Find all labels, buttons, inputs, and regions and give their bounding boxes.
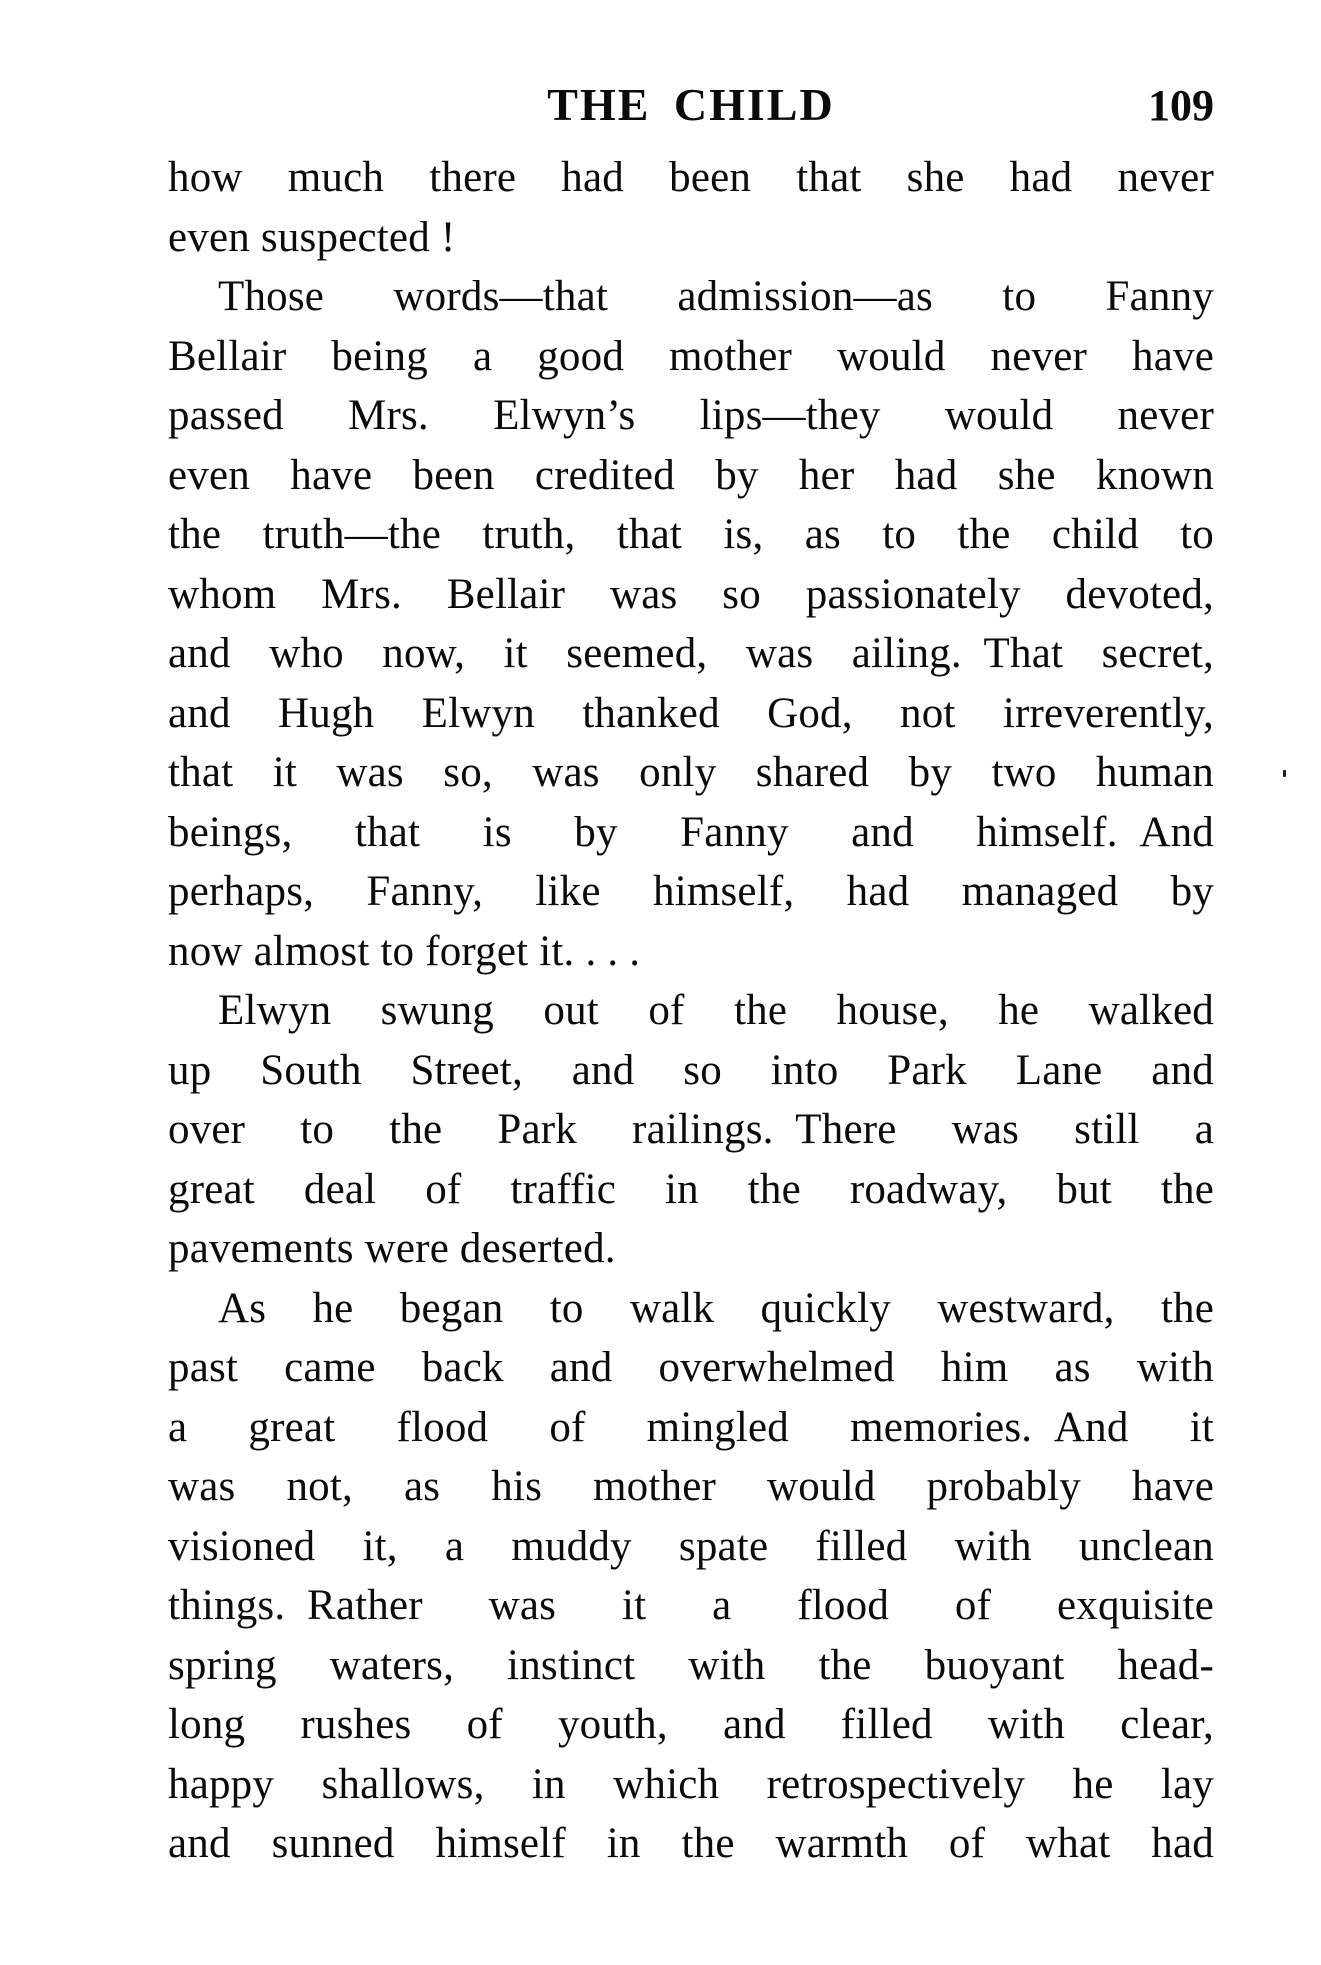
text-line: visioned it, a muddy spate filled with unclean [168,1522,1214,1570]
text-line: spring waters, instinct with the buoyant head- [168,1641,1214,1689]
text-line: beings, that is by Fanny and himself. And [168,808,1214,856]
paragraph [168,981,1214,1279]
page-title: THE CHILD [547,79,835,130]
paragraph [168,148,1214,267]
text-line: passed Mrs. Elwyn’s lips—they would never [168,392,1214,439]
text-line: things. Rather was it a flood of exquisite [168,1582,1214,1629]
text-line: up South Street, and so into Park Lane and [168,1046,1214,1094]
text-line: great deal of traffic in the roadway, but the [168,1165,1214,1213]
text-line: even suspected ! [168,213,456,261]
scan-speck-artifact [1283,770,1286,777]
text-line: whom Mrs. Bellair was so passionately devoted, [168,570,1214,618]
text-block [168,148,1214,1874]
text-line: now almost to forget it. . . . [168,927,641,975]
text-line: a great flood of mingled memories. And it [168,1403,1214,1451]
running-header [168,79,1214,130]
text-line: happy shallows, in which retrospectively he lay [168,1760,1214,1808]
text-line: Those words—that admission—as to Fanny [218,273,1214,320]
paragraph [168,267,1214,981]
text-line: and who now, it seemed, was ailing. That secret, [168,630,1214,677]
text-line: and Hugh Elwyn thanked God, not irreverently, [168,689,1214,737]
text-line: the truth—the truth, that is, as to the child to [168,511,1214,558]
text-line: how much there had been that she had never [168,154,1214,201]
text-line: that it was so, was only shared by two human [168,749,1214,796]
text-line: and sunned himself in the warmth of what had [168,1820,1214,1867]
text-line: Elwyn swung out of the house, he walked [218,987,1214,1034]
text-line: pavements were deserted. [168,1225,616,1272]
text-line: even have been credited by her had she known [168,451,1214,499]
page-number: 109 [1148,81,1214,130]
text-line: was not, as his mother would probably have [168,1463,1214,1510]
text-line: perhaps, Fanny, like himself, had managed by [168,868,1214,915]
text-line: long rushes of youth, and filled with clear, [168,1701,1214,1748]
text-line: As he began to walk quickly westward, the [218,1284,1214,1332]
text-line: past came back and overwhelmed him as with [168,1344,1214,1391]
paragraph [168,1279,1214,1874]
text-line: Bellair being a good mother would never have [168,332,1214,380]
text-line: over to the Park railings. There was still a [168,1106,1214,1153]
